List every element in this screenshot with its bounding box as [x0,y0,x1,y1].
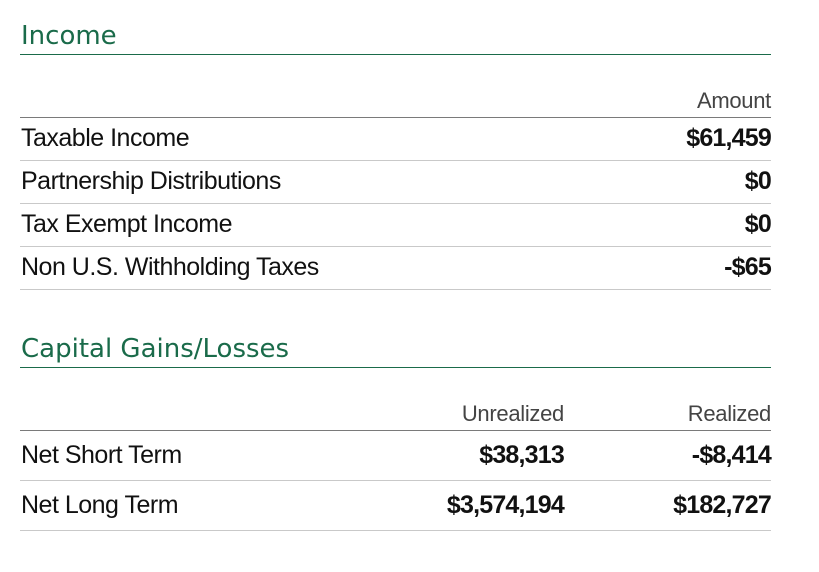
row-amount: $0 [605,160,771,203]
table-row [20,246,771,289]
capital-gains-title: Capital Gains/Losses [20,334,771,368]
capital-header-row [20,396,771,430]
row-unrealized: $3,574,194 [390,480,564,530]
table-row [20,430,771,480]
row-realized: -$8,414 [564,430,771,480]
income-label-header [20,83,605,117]
table-row [20,160,771,203]
income-spacer [20,55,771,83]
table-row [20,203,771,246]
row-amount: -$65 [605,246,771,289]
row-realized: $182,727 [564,480,771,530]
table-row [20,480,771,530]
table-row [20,117,771,160]
capital-label-header [20,396,390,430]
income-title: Income [20,21,771,55]
row-label: Net Long Term [20,480,390,530]
unrealized-header: Unrealized [390,396,564,430]
income-section [20,21,771,290]
capital-gains-table [20,396,771,531]
row-amount: $0 [605,203,771,246]
capital-gains-section [20,334,771,531]
row-label: Taxable Income [20,117,605,160]
income-header-row [20,83,771,117]
row-label: Tax Exempt Income [20,203,605,246]
row-label: Net Short Term [20,430,390,480]
row-label: Partnership Distributions [20,160,605,203]
realized-header: Realized [564,396,771,430]
row-label: Non U.S. Withholding Taxes [20,246,605,289]
amount-header: Amount [605,83,771,117]
row-amount: $61,459 [605,117,771,160]
row-unrealized: $38,313 [390,430,564,480]
income-table [20,83,771,290]
capital-spacer [20,368,771,396]
